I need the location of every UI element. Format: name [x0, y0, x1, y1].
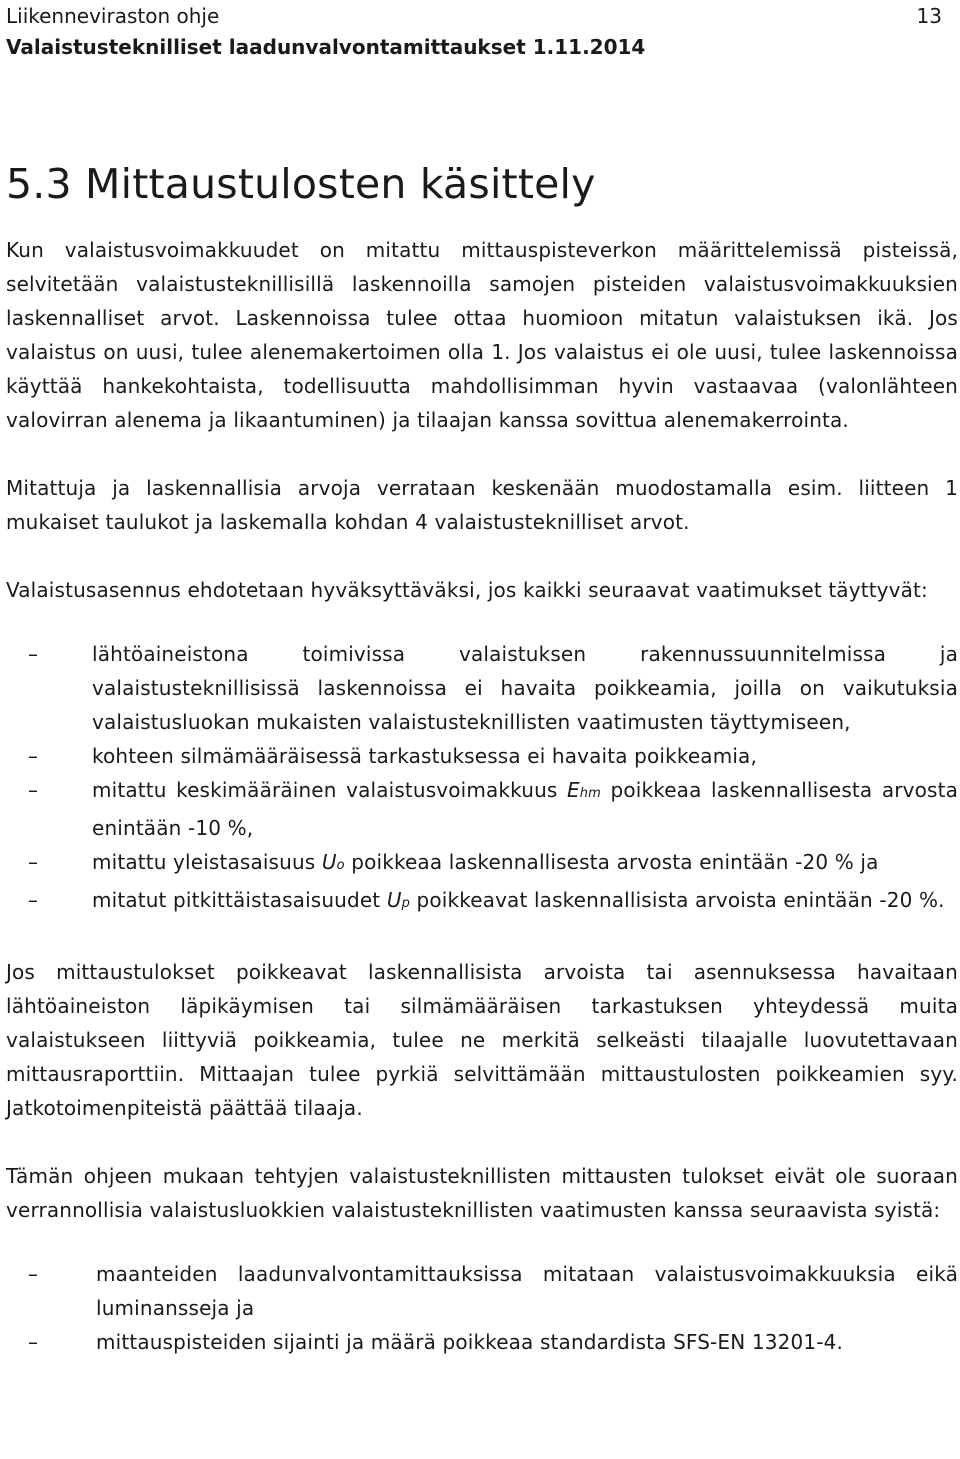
list-item [6, 883, 958, 921]
requirement-text: mitattu yleistasaisuus [92, 850, 322, 874]
paragraph-reasons-intro: Tämän ohjeen mukaan tehtyjen valaistusteknillisten mittausten tulokset eivät ole suoraan verrannollisia valaistusluokkien valaistusteknillisten vaatimusten kanssa seuraavista syistä: [6, 1164, 958, 1222]
symbol-uo: U [321, 850, 337, 874]
list-item [6, 1257, 958, 1325]
paragraph-comparison: Mitattuja ja laskennallisia arvoja verrataan keskenään muodostamalla esim. liitteen 1 mukaiset taulukot ja laskemalla kohdan 4 valaistusteknilliset arvot. [6, 476, 958, 534]
requirements-list [6, 637, 958, 921]
reason-text: mittauspisteiden sijainti ja määrä poikkeaa standardista SFS-EN 13201-4. [96, 1330, 843, 1354]
requirement-text: lähtöaineistona toimivissa valaistuksen rakennussuunnitelmissa ja valaistusteknillisissä laskennoissa ei havaita poikkeamia, joilla on vaikutuksia valaistusluokan mukaisten valaistusteknillisten vaatimusten täyttymiseen, [92, 642, 958, 734]
header-left [6, 3, 645, 60]
dash-bullet: – [28, 888, 39, 912]
dash-bullet: – [28, 778, 39, 802]
paragraph-approval: Valaistusasennus ehdotetaan hyväksyttäväksi, jos kaikki seuraavat vaatimukset täyttyvät: [6, 578, 928, 602]
dash-bullet: – [28, 1330, 39, 1354]
page-number: 13 [916, 4, 942, 28]
dash-bullet: – [28, 744, 39, 768]
symbol-subscript: p [401, 896, 411, 911]
document-title: Valaistusteknilliset laadunvalvontamittaukset 1.11.2014 [6, 35, 646, 59]
list-item [6, 1325, 958, 1359]
requirement-text: poikkeaa laskennallisesta arvosta enintään -10 %, [92, 778, 958, 840]
symbol-subscript: hm [579, 786, 601, 801]
dash-bullet: – [28, 1262, 39, 1286]
requirement-text: mitattu keskimääräinen valaistusvoimakkuus [92, 778, 567, 802]
symbol-up: U [386, 888, 402, 912]
section-title: 5.3 Mittaustulosten käsittely [6, 160, 596, 209]
paragraph-calculation: Kun valaistusvoimakkuudet on mitattu mittauspisteverkon määrittelemissä pisteissä, selvitetään valaistusteknillisillä laskennoilla samojen pisteiden valaistusvoimakkuuksien laskennalliset arvot. Laskennoissa tulee ottaa huomioon mitatun valaistuksen ikä. Jos valaistus on uusi, tulee alenemakertoimen olla 1. Jos valaistus ei ole uusi, tulee laskennoissa käyttää hankekohtaista, todellisuutta mahdollisimman hyvin vastaavaa (valonlähteen valovirran alenema ja likaantuminen) ja tilaajan kanssa sovittua alenemakerrointa. [6, 238, 958, 432]
dash-bullet: – [28, 850, 39, 874]
dash-bullet: – [28, 642, 39, 666]
requirement-text: poikkeaa laskennallisesta arvosta enintään -20 % ja [344, 850, 879, 874]
section-body [6, 233, 958, 1359]
requirement-text: poikkeavat laskennallisista arvoista enintään -20 %. [410, 888, 945, 912]
list-item [6, 773, 958, 845]
reason-text: maanteiden laadunvalvontamittauksissa mitataan valaistusvoimakkuuksia eikä luminansseja ja [96, 1262, 958, 1320]
list-item [6, 739, 958, 773]
requirement-text: kohteen silmämääräisessä tarkastuksessa ei havaita poikkeamia, [92, 744, 757, 768]
symbol-subscript: o [336, 858, 345, 873]
list-item [6, 845, 958, 883]
list-item [6, 637, 958, 739]
requirement-text: mitatut pitkittäistasaisuudet [92, 888, 387, 912]
reasons-list [6, 1257, 958, 1359]
symbol-ehm: E [567, 778, 580, 802]
paragraph-deviations: Jos mittaustulokset poikkeavat laskennallisista arvoista tai asennuksessa havaitaan lähtöaineiston läpikäymisen tai silmämääräisen tarkastuksen yhteydessä muita valaistukseen liittyviä poikkeamia, tulee ne merkitä selkeästi tilaajalle luovutettavaan mittausraporttiin. Mittaajan tulee pyrkiä selvittämään mittaustulosten poikkeamien syy. Jatkotoimenpiteistä päättää tilaaja. [6, 960, 958, 1120]
publisher-name: Liikenneviraston ohje [6, 4, 220, 28]
